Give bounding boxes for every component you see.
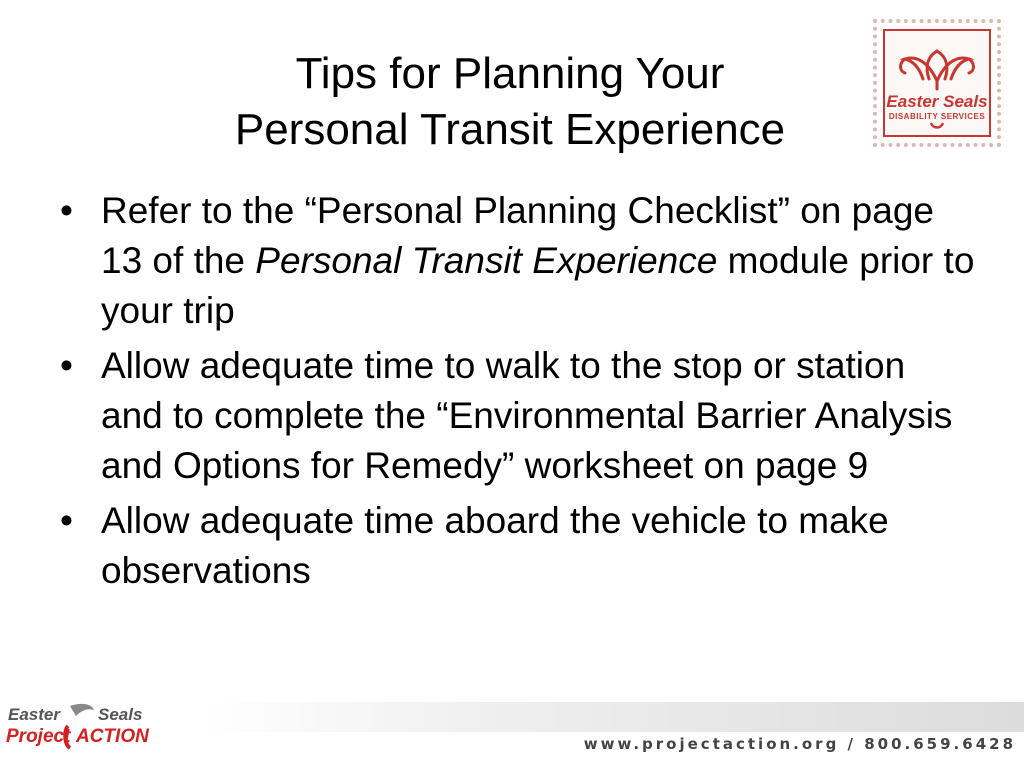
logo-text-easter-seals: Easter Seals	[886, 92, 988, 111]
logo-text-disability-services: DISABILITY SERVICES	[888, 112, 986, 121]
logo-word-action: ACTION	[76, 726, 149, 747]
bullet-1-italic: Personal Transit Experience	[255, 240, 718, 281]
bullet-2-text: Allow adequate time to walk to the stop or station and to complete the “Environmental Barrier Analysis and Options for Remedy” worksheet on page 9	[101, 345, 953, 486]
footer-band	[200, 702, 1024, 732]
bullet-1-text: Refer to the “Personal Planning Checklist” on page 13 of the	[101, 190, 934, 281]
title-line-1: Tips for Planning Your	[295, 49, 725, 98]
bullet-list	[56, 186, 976, 601]
easter-seals-logo	[873, 19, 1001, 147]
logo-word-seals: Seals	[98, 705, 143, 724]
bullet-dot: •	[60, 190, 73, 231]
lily-icon	[877, 23, 997, 143]
bullet-item-walk-time	[56, 341, 976, 491]
bullet-dot: •	[60, 345, 73, 386]
bullet-dot: •	[60, 500, 73, 541]
lily-mark-icon	[70, 704, 94, 716]
logo-word-easter: Easter	[8, 705, 60, 724]
bullet-1-text-end: module prior to your trip	[101, 240, 975, 331]
project-action-logo	[4, 700, 154, 750]
logo-word-project: Project	[6, 726, 71, 747]
bullet-item-aboard-time	[56, 496, 976, 596]
bullet-3-text: Allow adequate time aboard the vehicle to make observations	[101, 500, 889, 591]
slide-title	[140, 46, 880, 158]
footer-contact: www.projectaction.org / 800.659.6428	[583, 735, 1016, 753]
bullet-item-checklist	[56, 186, 976, 336]
title-line-2: Personal Transit Experience	[234, 105, 786, 154]
